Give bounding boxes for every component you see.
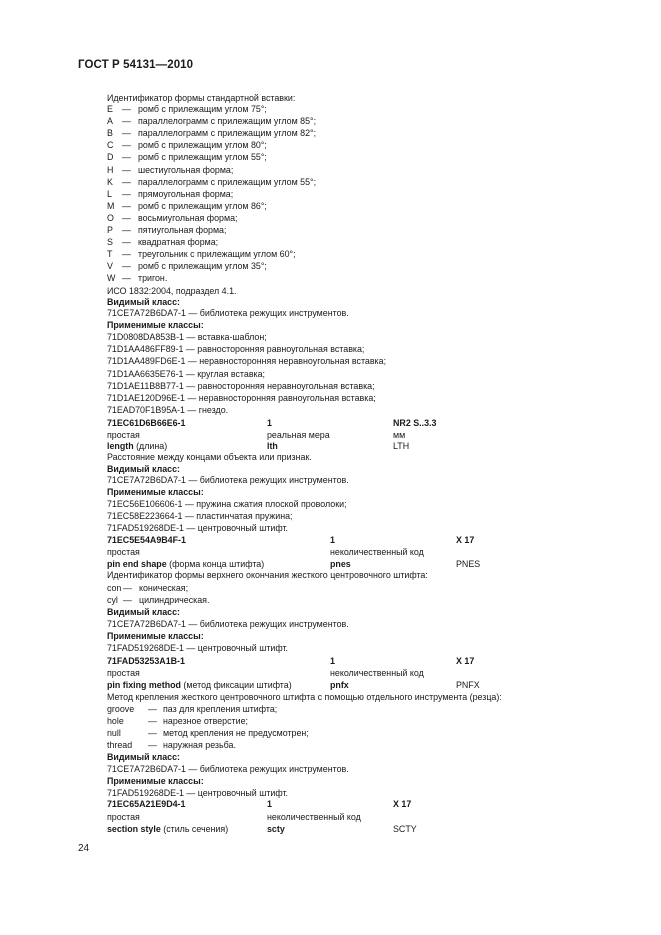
- applicable-class-item: 71D0808DA853B-1 — вставка-шаблон;: [107, 332, 267, 342]
- entry3-applicable-label: Применимые классы:: [107, 776, 204, 786]
- shape-code: E: [107, 104, 113, 114]
- entry3-short: pnfx: [330, 680, 349, 690]
- shape-code: W: [107, 273, 116, 284]
- value-dash: —: [148, 740, 157, 750]
- entry2-definition: Идентификатор формы верхнего окончания жесткого центровочного штифта:: [107, 570, 428, 580]
- applicable-class-item: 71D1AA486FF89-1 — равносторонняя равноугольная вставка;: [107, 344, 365, 355]
- value-dash: —: [148, 704, 157, 714]
- shape-description: параллелограмм с прилежащим углом 55°;: [138, 176, 317, 187]
- shape-dash: —: [122, 212, 131, 223]
- shape-code: T: [107, 249, 113, 260]
- shape-dash: —: [122, 176, 131, 187]
- entry2-name-en: pin end shape: [107, 559, 167, 569]
- applicable-class-item: 71D1AE11B8B77-1 — равносторонняя неравноугольная вставка;: [107, 380, 375, 391]
- entry3-visible-value: 71CE7A72B6DA7-1 — библиотека режущих инструментов.: [107, 764, 349, 774]
- shape-code: A: [107, 116, 113, 127]
- visible-class-value: 71CE7A72B6DA7-1 — библиотека режущих инструментов.: [107, 308, 349, 318]
- entry1-applicable-label: Применимые классы:: [107, 487, 204, 497]
- entry2-applicable-label: Применимые классы:: [107, 631, 204, 641]
- entry1-visible-label: Видимый класс:: [107, 464, 180, 474]
- entry3-definition: Метод крепления жесткого центровочного штифта с помощью отдельного инструмента (резца):: [107, 692, 502, 702]
- entry3-datatype: неколичественный код: [330, 668, 424, 678]
- entry2-datatype: неколичественный код: [330, 547, 424, 557]
- shape-code: V: [107, 261, 113, 272]
- entry4-ref: X 17: [393, 799, 412, 809]
- entry4-symbol: SCTY: [393, 824, 417, 834]
- entry3-code: 71FAD53253A1B-1: [107, 656, 185, 666]
- value-code: cyl: [107, 595, 118, 605]
- shape-dash: —: [122, 261, 131, 272]
- entry4-code: 71EC65A21E9D4-1: [107, 799, 186, 809]
- entry3-ref: X 17: [456, 656, 475, 666]
- shape-description: квадратная форма;: [138, 237, 219, 248]
- shape-description: параллелограмм с прилежащим углом 82°;: [138, 128, 317, 139]
- shape-code: K: [107, 176, 113, 187]
- entry3-type: простая: [107, 668, 140, 678]
- value-code: con: [107, 583, 122, 593]
- entry1-short: lth: [267, 441, 278, 451]
- value-code: groove: [107, 704, 135, 714]
- entry3-name-ru: (метод фиксации штифта): [180, 680, 292, 690]
- entry1-symbol: LTH: [393, 441, 410, 451]
- entry3-name-en: pin fixing method: [107, 680, 181, 690]
- value-description: нарезное отверстие;: [163, 716, 248, 726]
- entry2-short: pnes: [330, 559, 351, 569]
- shape-code: H: [107, 164, 114, 175]
- applicable-class-item: 71D1AA6635E76-1 — круглая вставка;: [107, 368, 266, 379]
- shape-description: тригон.: [138, 273, 168, 284]
- shape-description: ромб с прилежащим углом 86°;: [138, 200, 267, 211]
- value-code: hole: [107, 716, 124, 726]
- shape-code: S: [107, 237, 113, 248]
- entry1-ref: NR2 S..3.3: [393, 418, 437, 428]
- entry2-symbol: PNES: [456, 559, 481, 569]
- shape-description: восьмиугольная форма;: [138, 212, 238, 223]
- shape-code: O: [107, 212, 114, 223]
- value-description: коническая;: [139, 583, 189, 593]
- iso-reference: ИСО 1832:2004, подраздел 4.1.: [107, 286, 237, 296]
- page-number: 24: [78, 843, 90, 854]
- applicable-class-item: 71D1AA489FD6E-1 — неравносторонняя неравноугольная вставка;: [107, 356, 387, 367]
- entry3-symbol: PNFX: [456, 680, 480, 690]
- shape-dash: —: [122, 237, 131, 248]
- entry4-short: scty: [267, 824, 285, 834]
- entry2-code: 71EC5E54A9B4F-1: [107, 535, 186, 545]
- applicable-classes-label: Применимые классы:: [107, 320, 204, 330]
- document-header: ГОСТ Р 54131—2010: [78, 59, 194, 71]
- shape-description: параллелограмм с прилежащим углом 85°;: [138, 116, 317, 127]
- shape-dash: —: [122, 249, 131, 260]
- shape-dash: —: [122, 225, 131, 235]
- entry1-unit: мм: [393, 430, 406, 440]
- shape-code: P: [107, 225, 113, 235]
- entry4-name-ru: (стиль сечения): [160, 824, 229, 834]
- shape-dash: —: [122, 164, 131, 175]
- value-dash: —: [148, 728, 157, 738]
- shape-dash: —: [122, 116, 131, 127]
- shape-code: C: [107, 140, 114, 151]
- value-description: метод крепления не предусмотрен;: [163, 728, 309, 738]
- shape-dash: —: [122, 273, 131, 284]
- entry4-name: [107, 824, 228, 835]
- value-code: null: [107, 728, 121, 738]
- entry3-name: [107, 680, 292, 691]
- entry3-visible-label: Видимый класс:: [107, 752, 180, 762]
- entry1-type: простая: [107, 430, 140, 440]
- shape-description: ромб с прилежащим углом 55°;: [138, 152, 267, 163]
- entry2-ref: X 17: [456, 535, 475, 545]
- applicable-class-item: 71EAD70F1B95A-1 — гнездо.: [107, 405, 229, 416]
- entry2-type: простая: [107, 547, 140, 557]
- shape-description: прямоугольная форма;: [138, 188, 234, 199]
- entry2-visible-label: Видимый класс:: [107, 607, 180, 617]
- entry2-version: 1: [330, 535, 335, 545]
- entry2-name-ru: (форма конца штифта): [166, 559, 265, 569]
- applicable-class-item: 71FAD519268DE-1 — центровочный штифт.: [107, 523, 289, 533]
- entry1-name-ru: (длина): [133, 441, 168, 451]
- entry2-visible-value: 71CE7A72B6DA7-1 — библиотека режущих инструментов.: [107, 619, 349, 629]
- value-description: цилиндрическая.: [139, 595, 210, 605]
- entry1-name: [107, 441, 167, 452]
- entry1-visible-value: 71CE7A72B6DA7-1 — библиотека режущих инструментов.: [107, 475, 349, 485]
- entry1-version: 1: [267, 418, 272, 428]
- entry1-name-en: length: [107, 441, 134, 451]
- value-dash: —: [148, 716, 157, 726]
- shape-dash: —: [122, 200, 131, 211]
- shape-code: D: [107, 152, 114, 163]
- shape-description: ромб с прилежащим углом 35°;: [138, 261, 267, 272]
- shape-dash: —: [122, 140, 131, 151]
- applicable-class-item: 71EC56E106606-1 — пружина сжатия плоской проволоки;: [107, 499, 347, 509]
- shape-code: B: [107, 128, 113, 139]
- applicable-class-item: 71FAD519268DE-1 — центровочный штифт.: [107, 643, 289, 653]
- applicable-class-item: 71EC58E223664-1 — пластинчатая пружина;: [107, 511, 293, 521]
- shape-description: шестиугольная форма;: [138, 164, 234, 175]
- entry3-version: 1: [330, 656, 335, 666]
- shape-code: M: [107, 200, 115, 211]
- shape-dash: —: [122, 128, 131, 139]
- entry1-definition: Расстояние между концами объекта или признак.: [107, 452, 312, 462]
- entry4-version: 1: [267, 799, 272, 809]
- entry4-datatype: неколичественный код: [267, 812, 361, 822]
- value-description: паз для крепления штифта;: [163, 704, 278, 714]
- entry1-code: 71EC61D6B66E6-1: [107, 418, 186, 428]
- shape-dash: —: [122, 104, 131, 114]
- entry2-name: [107, 559, 264, 570]
- shape-description: треугольник с прилежащим углом 60°;: [138, 249, 296, 260]
- entry4-type: простая: [107, 812, 140, 822]
- value-dash: —: [123, 595, 132, 605]
- entry4-name-en: section style: [107, 824, 161, 834]
- shape-dash: —: [122, 152, 131, 163]
- visible-class-label: Видимый класс:: [107, 297, 180, 307]
- shape-code: L: [107, 188, 112, 199]
- applicable-class-item: 71D1AE120D96E-1 — неравносторонняя равноугольная вставка;: [107, 393, 376, 403]
- applicable-class-item: 71FAD519268DE-1 — центровочный штифт.: [107, 788, 289, 798]
- shape-intro: Идентификатор формы стандартной вставки:: [107, 93, 296, 103]
- shape-description: ромб с прилежащим углом 80°;: [138, 140, 267, 151]
- value-description: наружная резьба.: [163, 740, 236, 750]
- entry1-datatype: реальная мера: [267, 430, 330, 440]
- shape-dash: —: [122, 188, 131, 199]
- shape-description: пятиугольная форма;: [138, 225, 227, 235]
- shape-description: ромб с прилежащим углом 75°;: [138, 104, 267, 114]
- value-code: thread: [107, 740, 133, 750]
- value-dash: —: [123, 583, 132, 593]
